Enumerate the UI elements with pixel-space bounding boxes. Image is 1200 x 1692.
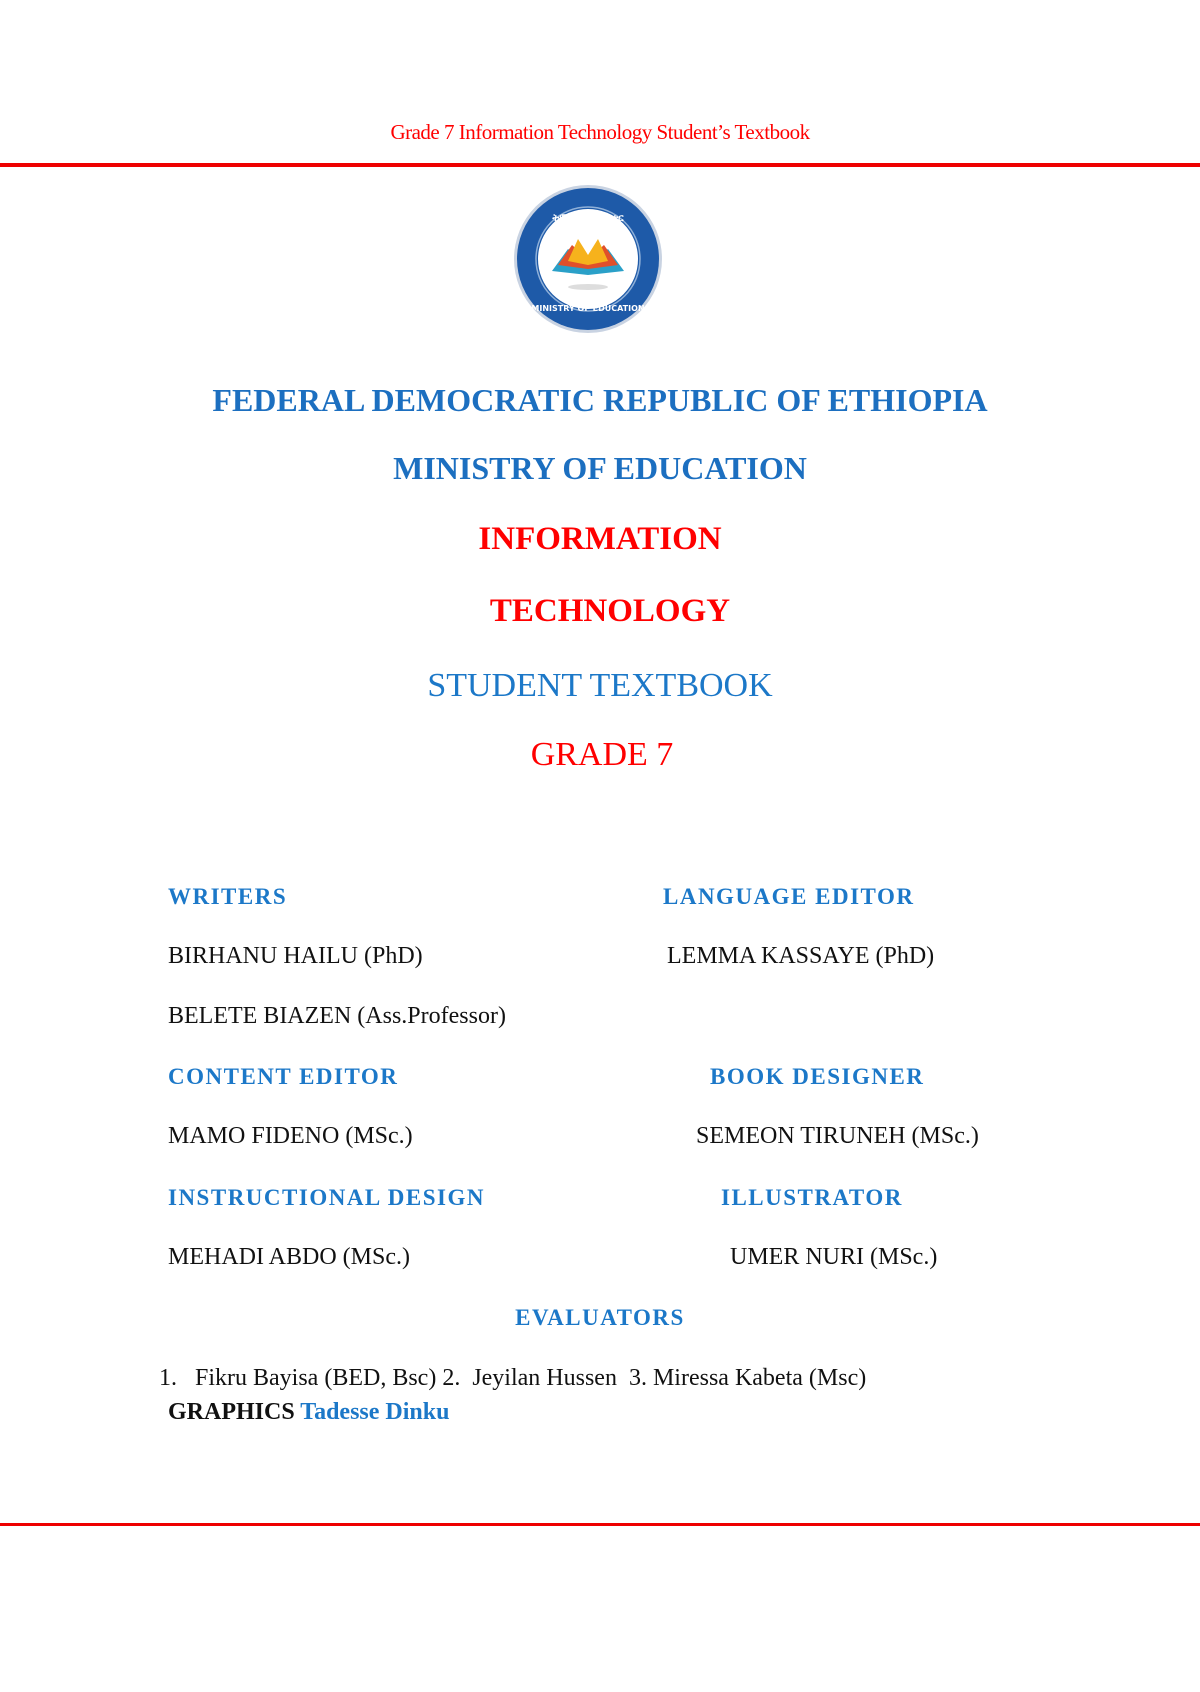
logo-amharic-text: ትምህርት ሚኒስቴር: [552, 213, 624, 224]
graphics-label: GRAPHICS: [168, 1399, 295, 1425]
instructional-design-label: INSTRUCTIONAL DESIGN: [168, 1185, 485, 1210]
subject-title-line2: TECHNOLOGY: [489, 593, 731, 629]
book-designer-label: BOOK DESIGNER: [710, 1064, 925, 1089]
header-rule: [0, 163, 1200, 167]
content-editor-label: CONTENT EDITOR: [168, 1064, 399, 1089]
language-editor-name: LEMMA KASSAYE (PhD): [667, 943, 935, 969]
illustrator-label: ILLUSTRATOR: [721, 1185, 903, 1210]
grade-label: GRADE 7: [530, 736, 674, 773]
language-editor-label: LANGUAGE EDITOR: [663, 884, 915, 909]
writer-name: BIRHANU HAILU (PhD): [168, 943, 423, 969]
evaluators-list: 1. Fikru Bayisa (BED, Bsc) 2. Jeyilan Hussen 3. Miressa Kabeta (Msc): [159, 1365, 867, 1391]
graphics-credit: [168, 1399, 449, 1426]
illustrator-name: UMER NURI (MSc.): [730, 1244, 938, 1270]
ministry-of-education-logo: [512, 183, 664, 335]
logo-english-text: MINISTRY OF EDUCATION: [531, 304, 645, 313]
ministry-title: MINISTRY OF EDUCATION: [393, 450, 807, 486]
running-header: Grade 7 Information Technology Student’s Textbook: [390, 120, 810, 144]
country-title: FEDERAL DEMOCRATIC REPUBLIC OF ETHIOPIA: [212, 382, 988, 418]
book-type: STUDENT TEXTBOOK: [427, 667, 773, 704]
subject-title-line1: INFORMATION: [478, 521, 722, 557]
graphics-name: Tadesse Dinku: [300, 1399, 450, 1425]
writer-name: BELETE BIAZEN (Ass.Professor): [168, 1003, 506, 1029]
writers-label: WRITERS: [168, 884, 288, 909]
instructional-designer-name: MEHADI ABDO (MSc.): [168, 1244, 410, 1270]
content-editor-name: MAMO FIDENO (MSc.): [168, 1123, 413, 1149]
evaluators-label: EVALUATORS: [515, 1305, 685, 1330]
footer-rule: [0, 1523, 1200, 1526]
book-designer-name: SEMEON TIRUNEH (MSc.): [696, 1123, 979, 1149]
